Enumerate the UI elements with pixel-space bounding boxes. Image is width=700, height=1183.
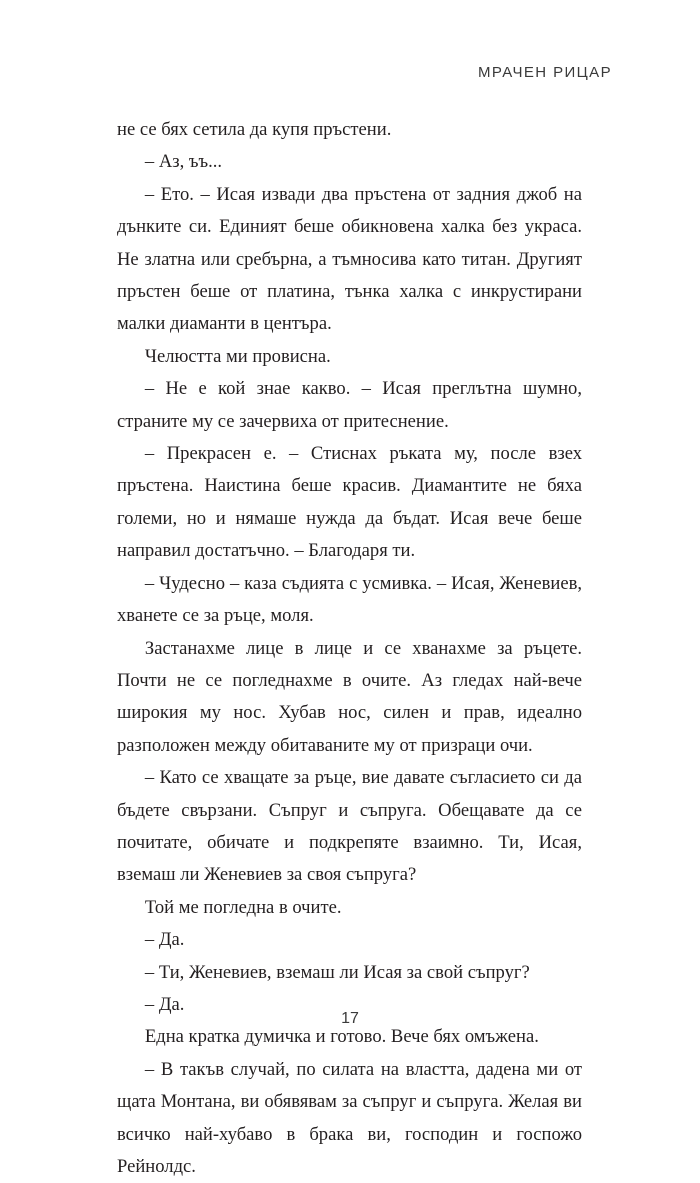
paragraph-1: не се бях сетила да купя пръстени.: [117, 119, 392, 140]
paragraph-15: – В такъв случай, по силата на властта, дадена ми от щата Монтана, ви обявявам за съпруг и съпруга. Желая ви всичко най-хубаво в брака ви, господин и госпожо Рейнолдс.: [117, 1058, 582, 1177]
paragraph-12: – Ти, Женевиев, вземаш ли Исая за свой съпруг?: [144, 961, 530, 983]
paragraph-11: – Да.: [144, 929, 185, 951]
paragraph-3: – Ето. – Исая извади два пръстена от задния джоб на дънките си. Единият беше обикновена халка без украса. Не златна или сребърна, а тъмносива като титан. Другият пръстен беше от платина, тънка халка с инкрустирани малки диаманти в центъра.: [117, 183, 582, 335]
paragraph-10: Той ме погледна в очите.: [144, 896, 342, 918]
paragraph-14: Една кратка думичка и готово. Вече бях омъжена.: [144, 1026, 539, 1048]
running-header: МРАЧЕН РИЦАР: [477, 64, 612, 81]
paragraph-2: – Аз, ъъ...: [144, 151, 223, 173]
paragraph-7: – Чудесно – каза съдията с усмивка. – Исая, Женевиев, хванете се за ръце, моля.: [117, 572, 582, 627]
page-number: 17: [341, 1010, 359, 1027]
paragraph-13: – Да.: [144, 993, 185, 1015]
paragraph-6: – Прекрасен е. – Стиснах ръката му, после взех пръстена. Наистина беше красив. Диамантите не бяха големи, но и нямаше нужда да бъдат. Исая вече беше направил достатъчно. – Благодаря ти.: [117, 443, 582, 562]
paragraph-8: Застанахме лице в лице и се хванахме за ръцете. Почти не се погледнахме в очите. Аз гледах най-вече широкия му нос. Хубав нос, силен и прав, идеално разположен между обитаваните му от призраци очи.: [117, 637, 582, 756]
paragraph-4: Челюстта ми провисна.: [144, 345, 331, 367]
paragraph-9: – Като се хващате за ръце, вие давате съгласието си да бъдете свързани. Съпруг и съпруга. Обещавате да се почитате, обичате и подкрепяте взаимно. Ти, Исая, вземаш ли Женевиев за своя съпруга?: [117, 767, 582, 886]
paragraph-5: – Не е кой знае какво. – Исая преглътна шумно, страните му се зачервиха от притеснение.: [117, 378, 582, 432]
